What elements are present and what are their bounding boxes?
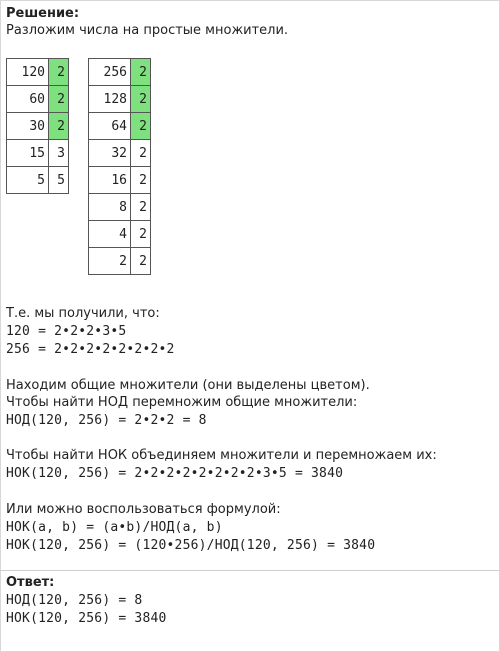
got-heading: Т.е. мы получили, что: <box>6 306 160 321</box>
solution-heading: Решение: <box>6 6 80 21</box>
factor-256-number: 32 <box>89 140 131 167</box>
factor-120-row <box>7 140 69 167</box>
factor-120-number: 120 <box>7 59 49 86</box>
common-text: Находим общие множители (они выделены цветом). <box>6 378 370 393</box>
factor-120-factor: 5 <box>49 167 69 194</box>
factor-120-factor: 2 <box>49 113 69 140</box>
answer-gcd: НОД(120, 256) = 8 <box>6 593 143 608</box>
factor-256-row <box>89 59 151 86</box>
gcd-text: Чтобы найти НОД перемножим общие множители: <box>6 395 358 410</box>
alt-formula-1: НОК(a, b) = (a•b)/НОД(a, b) <box>6 520 223 535</box>
factor-120-number: 30 <box>7 113 49 140</box>
answer-divider <box>0 570 500 571</box>
factor-120-number: 60 <box>7 86 49 113</box>
factor-256-row <box>89 248 151 275</box>
factor-256-factor: 2 <box>131 194 151 221</box>
factor-120-number: 5 <box>7 167 49 194</box>
factor-256-factor: 2 <box>131 221 151 248</box>
factor-256-factor: 2 <box>131 167 151 194</box>
answer-heading: Ответ: <box>6 575 55 590</box>
factor-256-row <box>89 113 151 140</box>
factor-120-row <box>7 167 69 194</box>
factor-120-row <box>7 113 69 140</box>
factor-256-factor: 2 <box>131 59 151 86</box>
factor-120-factor: 3 <box>49 140 69 167</box>
factor-table-120 <box>6 58 69 194</box>
factor-256-number: 256 <box>89 59 131 86</box>
factor-256-number: 8 <box>89 194 131 221</box>
factor-256-row <box>89 167 151 194</box>
alt-formula-2: НОК(120, 256) = (120•256)/НОД(120, 256) = 3840 <box>6 538 376 553</box>
factor-256-row <box>89 194 151 221</box>
intro-text: Разложим числа на простые множители. <box>6 23 289 38</box>
factor-256-row <box>89 140 151 167</box>
factor-table-256 <box>88 58 151 275</box>
gcd-formula: НОД(120, 256) = 2•2•2 = 8 <box>6 413 207 428</box>
lcm-text: Чтобы найти НОК объединяем множители и перемножаем их: <box>6 448 437 463</box>
factor-120-number: 15 <box>7 140 49 167</box>
fact-120: 120 = 2•2•2•3•5 <box>6 324 127 339</box>
factor-256-row <box>89 221 151 248</box>
factor-256-factor: 2 <box>131 113 151 140</box>
factor-256-number: 4 <box>89 221 131 248</box>
factor-256-factor: 2 <box>131 248 151 275</box>
fact-256: 256 = 2•2•2•2•2•2•2•2 <box>6 342 175 357</box>
factor-120-row <box>7 86 69 113</box>
factor-256-number: 128 <box>89 86 131 113</box>
factor-256-row <box>89 86 151 113</box>
lcm-formula: НОК(120, 256) = 2•2•2•2•2•2•2•2•3•5 = 3840 <box>6 466 344 481</box>
factor-256-number: 64 <box>89 113 131 140</box>
factor-256-number: 16 <box>89 167 131 194</box>
factor-256-factor: 2 <box>131 86 151 113</box>
answer-lcm: НОК(120, 256) = 3840 <box>6 611 167 626</box>
factor-120-factor: 2 <box>49 59 69 86</box>
factor-120-factor: 2 <box>49 86 69 113</box>
factor-256-number: 2 <box>89 248 131 275</box>
alt-text: Или можно воспользоваться формулой: <box>6 502 281 517</box>
factor-120-row <box>7 59 69 86</box>
factor-256-factor: 2 <box>131 140 151 167</box>
